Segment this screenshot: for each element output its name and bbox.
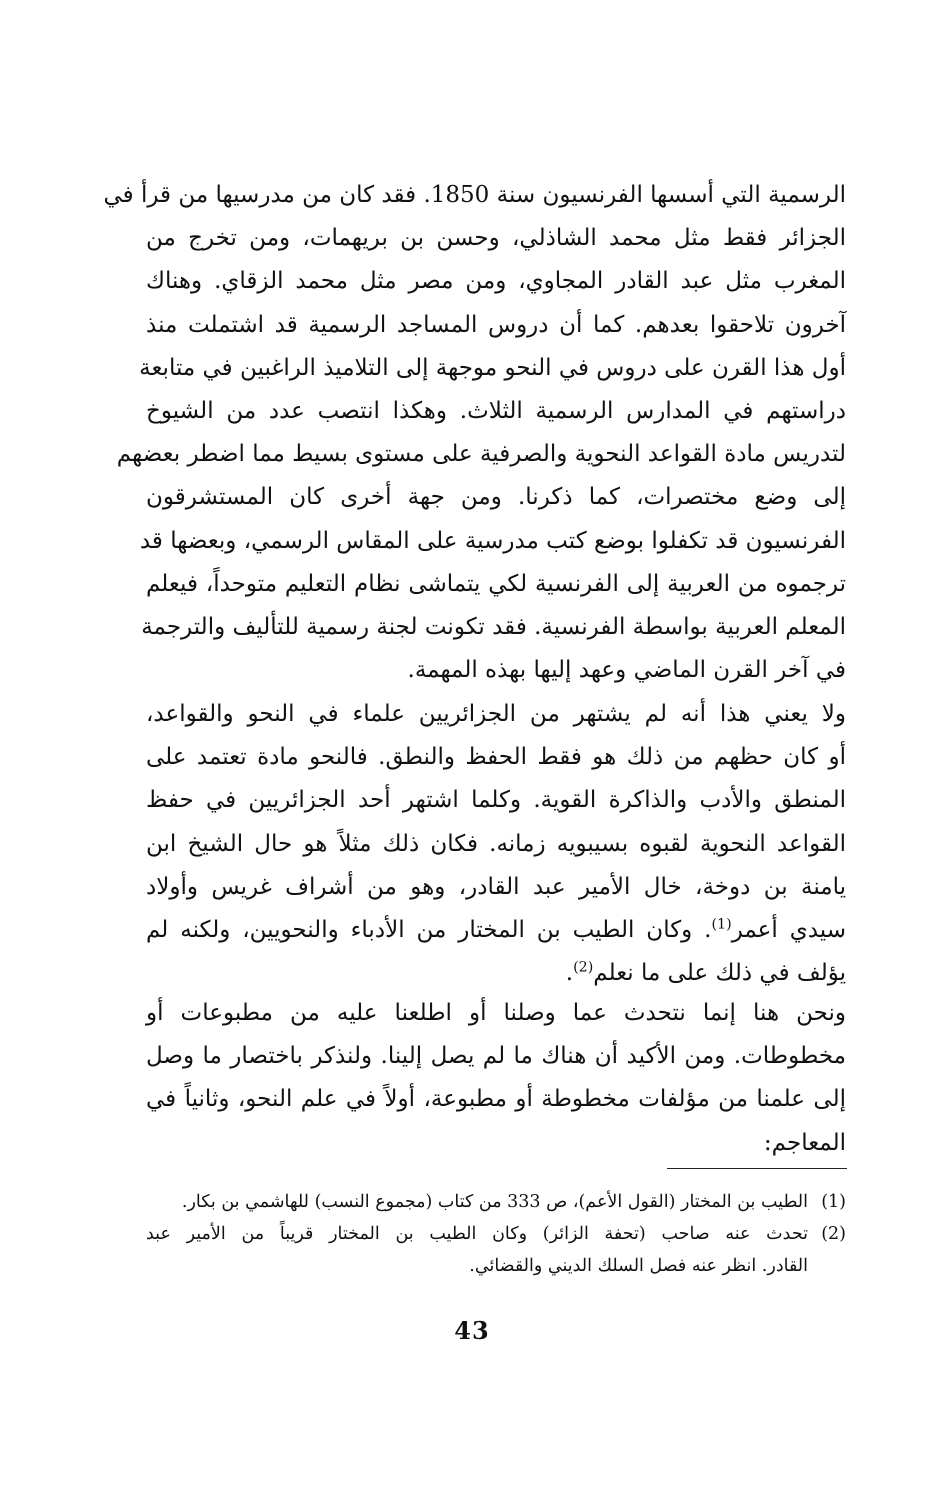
- text-line: الرسمية التي أسسها الفرنسيون سنة 1850. فقد كان من مدرسيها من قرأ في: [103, 182, 846, 208]
- text-line: المعلم العربية بواسطة الفرنسية. فقد تكونت لجنة رسمية للتأليف والترجمة: [141, 614, 846, 641]
- text-line: لتدريس مادة القواعد النحوية والصرفية على مستوى بسيط مما اضطر بعضهم: [116, 441, 846, 468]
- text-line: الفرنسيون قد تكفلوا بوضع كتب مدرسية على المقاس الرسمي، وبعضها قد: [139, 527, 846, 554]
- text-line: آخرون تلاحقوا بعدهم. كما أن دروس المساجد الرسمية قد اشتملت منذ: [146, 311, 846, 338]
- text-line: ولا يعني هذا أنه لم يشتهر من الجزائريين علماء في النحو والقواعد،: [146, 701, 846, 727]
- text-line: الجزائر فقط مثل محمد الشاذلي، وحسن بن بريهمات، ومن تخرج من: [146, 225, 846, 252]
- footnote-separator: [667, 1168, 847, 1169]
- footnote-1: [146, 1186, 846, 1218]
- footnote-marker: (1): [821, 1192, 846, 1212]
- text-line: المغرب مثل عبد القادر المجاوي، ومن مصر مثل محمد الزقاي. وهناك: [146, 268, 846, 295]
- text-line: يامنة بن دوخة، خال الأمير عبد القادر، وهو من أشراف غريس وأولاد: [146, 873, 846, 900]
- text-line: أول هذا القرن على دروس في النحو موجهة إلى التلاميذ الراغبين في متابعة: [139, 354, 846, 381]
- text-line: في آخر القرن الماضي وعهد إليها بهذه المهمة.: [407, 657, 846, 684]
- text-line: القواعد النحوية لقبوه بسيبويه زمانه. فكان ذلك مثلاً هو حال الشيخ ابن: [146, 830, 846, 857]
- text-line: دراستهم في المدارس الرسمية الثلاث. وهكذا انتصب عدد من الشيوخ: [146, 398, 846, 425]
- paragraph-3: [146, 992, 846, 1165]
- text-line: الطيب بن المختار (القول الأعم)، ص 333 من كتاب (مجموع النسب) للهاشمي بن بكار.: [181, 1192, 808, 1212]
- text-line: إلى وضع مختصرات، كما ذكرنا. ومن جهة أخرى كان المستشرقون: [146, 484, 846, 511]
- text-line: ترجموه من العربية إلى الفرنسية لكي يتماشى نظام التعليم متوحداً، فيعلم: [146, 570, 846, 597]
- text-line: سيدي أعمر$^{(1)}$. وكان الطيب بن المختار من الأدباء والنحويين، ولكنه لم: [146, 916, 846, 944]
- footnote-marker: (2): [821, 1224, 846, 1244]
- footnote-text: [146, 1186, 808, 1218]
- footnote-reference: (2): [573, 959, 594, 976]
- text-line: يؤلف في ذلك على ما نعلم$^{(2)}$.: [565, 959, 846, 987]
- text-line: مخطوطات. ومن الأكيد أن هناك ما لم يصل إلينا. ولنذكر باختصار ما وصل: [146, 1043, 846, 1070]
- text-line: المنطق والأدب والذاكرة القوية. وكلما اشتهر أحد الجزائريين في حفظ: [146, 787, 846, 814]
- footnotes: [146, 1186, 846, 1282]
- footnote-reference: (1): [711, 916, 732, 933]
- page-number: 43: [454, 1316, 490, 1345]
- text-line: ونحن هنا إنما نتحدث عما وصلنا أو اطلعنا عليه من مطبوعات أو: [146, 1000, 846, 1026]
- text-line: القادر. انظر عنه فصل السلك الديني والقضائي.: [469, 1256, 808, 1276]
- text-line: تحدث عنه صاحب (تحفة الزائر) وكان الطيب بن المختار قريباً من الأمير عبد: [146, 1224, 808, 1244]
- footnote-text: [146, 1218, 808, 1282]
- paragraph-2: [146, 693, 846, 995]
- text-line: إلى علمنا من مؤلفات مخطوطة أو مطبوعة، أولاً في علم النحو، وثانياً في: [146, 1086, 846, 1113]
- text-line: المعاجم:: [763, 1129, 846, 1156]
- text-line: أو كان حظهم من ذلك هو فقط الحفظ والنطق. فالنحو مادة تعتمد على: [146, 744, 846, 771]
- footnote-2: [146, 1218, 846, 1282]
- paragraph-1: [103, 174, 846, 692]
